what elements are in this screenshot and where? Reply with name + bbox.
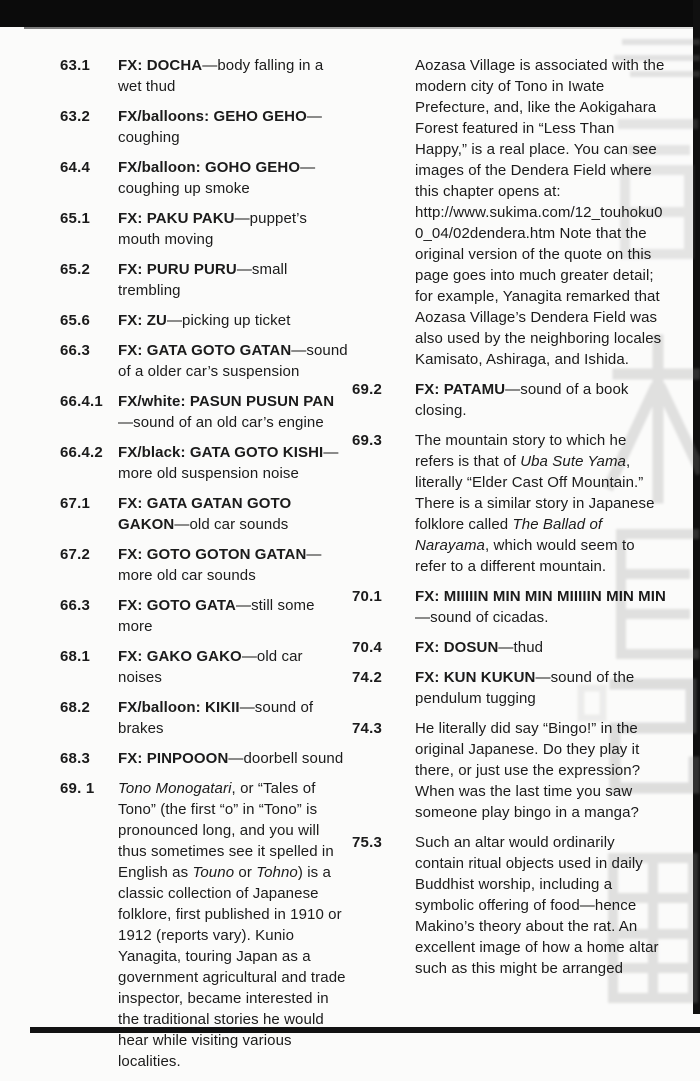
note-entry [60, 778, 350, 1072]
note-entry-number: 64.4 [60, 159, 90, 176]
note-entry-number [352, 55, 415, 370]
note-entry-number: 69.3 [352, 432, 382, 449]
note-entry-number: 65.2 [60, 261, 90, 278]
note-entry [60, 310, 350, 331]
note-entry [60, 493, 350, 535]
note-entry-text: FX: GATA GATAN GOTO GAKON—old car sounds [118, 495, 292, 533]
note-entry-number: 66.4.1 [60, 393, 103, 410]
note-entry-number: 69.2 [352, 381, 382, 398]
note-entry-text: FX/white: PASUN PUSUN PAN—sound of an old car’s engine [118, 393, 335, 431]
note-entry-number: 65.6 [60, 312, 90, 329]
note-entry-number: 67.2 [60, 546, 90, 563]
note-entry [60, 544, 350, 586]
note-entry-text: FX/black: GATA GOTO KISHI—more old suspension noise [118, 444, 339, 482]
note-entry [352, 430, 667, 577]
note-entry-text: FX: PINPOOON—doorbell sound [118, 750, 344, 767]
note-entry-number: 69. 1 [60, 780, 95, 797]
note-entry-text: He literally did say “Bingo!” in the original Japanese. Do they play it there, or just use the expression? When was the last time you saw someone play bingo in a manga? [415, 720, 641, 821]
note-entry [352, 379, 667, 421]
note-entry-text: FX: PAKU PAKU—puppet’s mouth moving [118, 210, 307, 248]
note-entry-text: FX/balloons: GEHO GEHO—coughing [118, 108, 322, 146]
note-entry [60, 595, 350, 637]
note-entry-number: 70.1 [352, 588, 382, 605]
note-entry-text: FX: PATAMU—sound of a book closing. [415, 381, 629, 419]
note-entry-text: FX: PURU PURU—small trembling [118, 261, 288, 299]
notes-column-left [60, 55, 350, 1081]
note-entry-text: FX: GATA GOTO GATAN—sound of a older car’s suspension [118, 342, 348, 380]
note-entry-text: FX/balloon: GOHO GEHO—coughing up smoke [118, 159, 316, 197]
note-entry-text: Such an altar would ordinarily contain ritual objects used in daily Buddhist worship, including a symbolic offering of food—hence Makino’s theory about the rat. An excellent image of how a home altar such as this might be arranged [415, 834, 659, 977]
note-entry [352, 832, 667, 979]
note-entry-number: 68.3 [60, 750, 90, 767]
note-entry-text: FX: DOCHA—body falling in a wet thud [118, 57, 324, 95]
note-entry [60, 208, 350, 250]
note-entry [352, 586, 667, 628]
note-entry [60, 697, 350, 739]
note-entry [60, 106, 350, 148]
note-entry-number: 63.2 [60, 108, 90, 125]
note-entry-number: 74.3 [352, 720, 382, 737]
note-entry-number: 74.2 [352, 669, 382, 686]
note-entry-number: 70.4 [352, 639, 382, 656]
note-entry-number: 67.1 [60, 495, 90, 512]
scan-top-border [0, 0, 700, 27]
note-entry-text: FX: KUN KUKUN—sound of the pendulum tugging [415, 669, 635, 707]
note-entry [60, 340, 350, 382]
note-entry-number: 65.1 [60, 210, 90, 227]
note-entry-text: FX: GOTO GATA—still some more [118, 597, 315, 635]
note-entry-number: 66.3 [60, 342, 90, 359]
note-entry [60, 55, 350, 97]
note-entry-number: 66.3 [60, 597, 90, 614]
notes-column-right [352, 55, 667, 988]
note-entry [60, 391, 350, 433]
note-entry-number: 66.4.2 [60, 444, 103, 461]
note-entry-text: Tono Monogatari, or “Tales of Tono” (the first “o” in “Tono” is pronounced long, and you will thus sometimes see it spelled in English as Touno or Tohno) is a classic collection of Japanese folklore, first published in 1910 or 1912 (reports vary). Kunio Yanagita, touring Japan as a government agricultural and trade inspector, became interested in the traditional stories he would hear while visiting various localities. [118, 780, 346, 1070]
note-entry-number: 75.3 [352, 834, 382, 851]
note-entry [352, 55, 667, 370]
note-entry-text: FX: DOSUN—thud [415, 639, 544, 656]
note-entry [352, 718, 667, 823]
note-entry-number: 63.1 [60, 57, 90, 74]
note-entry [60, 442, 350, 484]
note-entry [352, 667, 667, 709]
note-entry-text: FX/balloon: KIKII—sound of brakes [118, 699, 314, 737]
note-entry [352, 637, 667, 658]
note-entry-number: 68.2 [60, 699, 90, 716]
note-entry-text: FX: GAKO GAKO—old car noises [118, 648, 303, 686]
note-entry [60, 646, 350, 688]
note-entry-text: FX: MIIIIIN MIN MIN MIIIIIN MIN MIN—sound of cicadas. [415, 588, 666, 626]
note-entry-text: Aozasa Village is associated with the modern city of Tono in Iwate Prefecture, and, like the Aokigahara Forest featured in “Less Than Happy,” is a real place. You can see images of the Dendera Field where this chapter opens at: http://www.sukima.com/12_touhoku00_04/02dendera.htm Note that the original version of the quote on this page goes into much greater detail; for example, Yanagita remarked that Aozasa Village’s Dendera Field was also used by the neighboring locales Kamisato, Ashiraga, and Ishida. [415, 57, 665, 368]
note-entry [60, 157, 350, 199]
note-entry [60, 259, 350, 301]
note-entry-text: The mountain story to which he refers is that of Uba Sute Yama, literally “Elder Cast Off Mountain.” There is a similar story in Japanese folklore called The Ballad of Narayama, which would seem to refer to a different mountain. [415, 432, 655, 575]
note-entry-number: 68.1 [60, 648, 90, 665]
note-entry-text: FX: ZU—picking up ticket [118, 312, 291, 329]
note-entry [60, 748, 350, 769]
scan-right-border [693, 0, 700, 1014]
note-entry-text: FX: GOTO GOTON GATAN—more old car sounds [118, 546, 322, 584]
